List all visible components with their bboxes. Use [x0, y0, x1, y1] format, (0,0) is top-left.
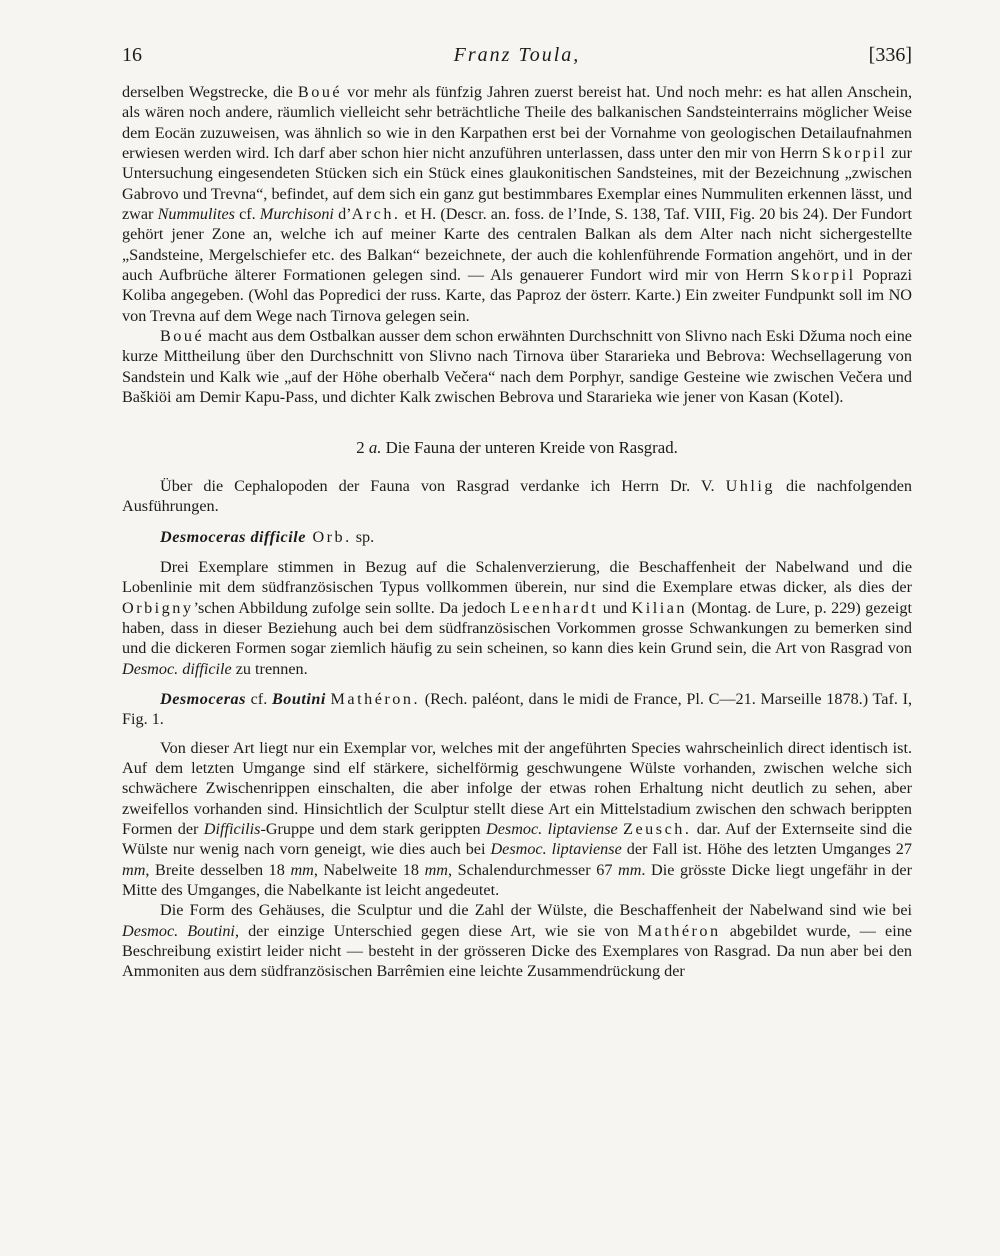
taxon-name: Murchisoni	[259, 205, 334, 224]
bracket-page-number: [336]	[868, 44, 912, 66]
paragraph-section-intro: Über die Cephalopoden der Fauna von Rasgrad verdanke ich Herrn Dr. V. Uhlig die nachfolgenden Ausführungen.	[122, 476, 913, 516]
taxon-name: Desmoc. liptaviense	[490, 840, 622, 859]
author-name: Boué	[160, 327, 205, 346]
species-heading-1: Desmoceras difficile Orb. sp.	[160, 527, 375, 546]
author-name: Arch.	[351, 205, 401, 224]
section-heading: 2 a. Die Fauna der unteren Kreide von Rasgrad.	[356, 437, 678, 457]
page-header	[122, 44, 912, 74]
author-name: Skorpil	[821, 144, 888, 163]
paragraph-species-2: Von dieser Art liegt nur ein Exemplar vor, welches mit der angeführten Species wahrscheinlich direct identisch ist. Auf dem letzten Umgange sind elf stärkere, sichelförmig geschwungene Wülste vorhanden, zwischen welche sich schwächere Zwischenrippen einschalten, die aber infolge der etwas rohen Erhaltung nicht deutlich zu sehen, aber zweifellos vorhanden sind. Hinsichtlich der Sculptur stellt diese Art ein Mittelstadium zwischen den schwach berippten Formen der Difficilis-Gruppe und dem stark gerippten Desmoc. liptaviense Zeusch. dar. Auf der Externseite sind die Wülste nur wenig nach vorn geneigt, wie dies auch bei Desmoc. liptaviense der Fall ist. Höhe des letzten Umganges 27 mm, Breite desselben 18 mm, Nabelweite 18 mm, Schalendurchmesser 67 mm. Die grösste Dicke liegt ungefähr in der Mitte des Umganges, die Nabelkante ist leicht angedeutet.	[122, 738, 913, 900]
running-title: Franz Toula,	[453, 44, 581, 66]
page-number: 16	[122, 44, 142, 66]
author-name: Mathéron	[637, 921, 721, 940]
taxon-name: Desmoc. Boutini	[122, 921, 235, 940]
author-name: Kilian	[631, 598, 687, 617]
paragraph-species-1: Drei Exemplare stimmen in Bezug auf die Schalenverzierung, die Beschaffenheit der Nabelwand und die Lobenlinie mit dem südfranzösischen Typus vollkommen überein, nur sind die Exemplare etwas dicker, als dies der Orbigny’schen Abbildung zufolge sein sollte. Da jedoch Leenhardt und Kilian (Montag. de Lure, p. 229) gezeigt haben, dass in dieser Beziehung auch bei dem südfranzösischen Vorkommen grosse Schwankungen zu bemerken sind und die dickeren Formen sogar ziemlich häufig zu sein scheinen, so kann dies kein Grund sein, die Art von Rasgrad von Desmoc. difficile zu trennen.	[122, 557, 912, 678]
taxon-name: Desmoc. liptaviense	[486, 820, 618, 838]
author-name: Skorpil	[790, 266, 856, 285]
author-name: Uhlig	[725, 476, 775, 495]
author-name: Leenhardt	[510, 598, 599, 617]
author-name: Zeusch.	[623, 820, 692, 838]
taxon-name: Nummulites	[157, 205, 235, 224]
author-name: Orbigny	[122, 598, 194, 617]
body-text	[122, 82, 912, 982]
paragraph-intro-2: Boué macht aus dem Ostbalkan ausser dem schon erwähnten Durchschnitt von Slivno nach Eski Džuma noch eine kurze Mittheilung über den Durchschnitt von Slivno nach Tirnova über Stararieka und Bebrova: Wechsellagerung von Sandstein und Kalk wie „auf der Höhe oberhalb Večera“ nach dem Porphyr, sandige Gesteine wie zwischen Večera und Baškiöi am Demir Kapu-Pass, und dichter Kalk zwischen Bebrova und Stararieka wie jener von Kasan (Kotel).	[122, 327, 912, 407]
author-name: Boué	[297, 83, 343, 101]
species-name: Desmoceras difficile	[160, 527, 306, 546]
species-heading-2: Desmoceras cf. Boutini Mathéron. (Rech. paléont, dans le midi de France, Pl. C—21. Marseille 1878.) Taf. I, Fig. 1.	[122, 689, 913, 729]
paragraph-species-2b: Die Form des Gehäuses, die Sculptur und die Zahl der Wülste, die Beschaffenheit der Nabelwand sind wie bei Desmoc. Boutini, der einzige Unterschied gegen diese Art, wie sie von Mathéron abgebildet wurde, — eine Beschreibung existirt leider nicht — besteht in der grösseren Dicke des Exemplares von Rasgrad. Da nun aber bei den Ammoniten aus dem südfranzösischen Barrêmien eine leichte Zusammendrückung der	[122, 901, 912, 981]
species-name: Desmoceras	[160, 689, 246, 708]
taxon-name: Desmoc. difficile	[122, 659, 232, 678]
paragraph-intro-1: derselben Wegstrecke, die Boué vor mehr als fünfzig Jahren zuerst bereist hat. Und noch mehr: es hat allen Anschein, als wären noch andere, räumlich vielleicht sehr beträchtliche Theile des balkanischen Sandsteinterrains möglicher Weise dem Eocän zuzuweisen, was ähnlich so wie in den Karpathen erst bei der Vornahme von geologischen Detailaufnahmen erwiesen werden wird. Ich darf aber schon hier nicht anzuführen unterlassen, dass unter den mir von Herrn Skorpil zur Untersuchung eingesendeten Stücken sich ein Stück eines glaukonitischen Sandsteines, mit der Bezeichnung „zwischen Gabrovo und Trevna“, befindet, auf dem sich ein ganz gut bestimmbares Exemplar eines Nummuliten erkennen lässt, und zwar Nummulites cf. Murchisoni d’Arch. et H. (Descr. an. foss. de l’Inde, S. 138, Taf. VIII, Fig. 20 bis 24). Der Fundort gehört jener Zone an, welche ich auf meiner Karte des centralen Balkan als dem Alter nach nicht sichergestellte „Sandsteine, Mergelschiefer etc. des Balkan“ bezeichnete, der auch die kohlenführende Formation angehört, und in der auch Aufbrüche älterer Formationen gelegen sind. — Als genauerer Fundort wird mir von Herrn Skorpil Poprazi Koliba angegeben. (Wohl das Popredici der russ. Karte, das Paproz der österr. Karte.) Ein zweiter Fundpunkt soll im NO von Trevna auf dem Wege nach Tirnova gelegen sein.	[122, 83, 913, 325]
